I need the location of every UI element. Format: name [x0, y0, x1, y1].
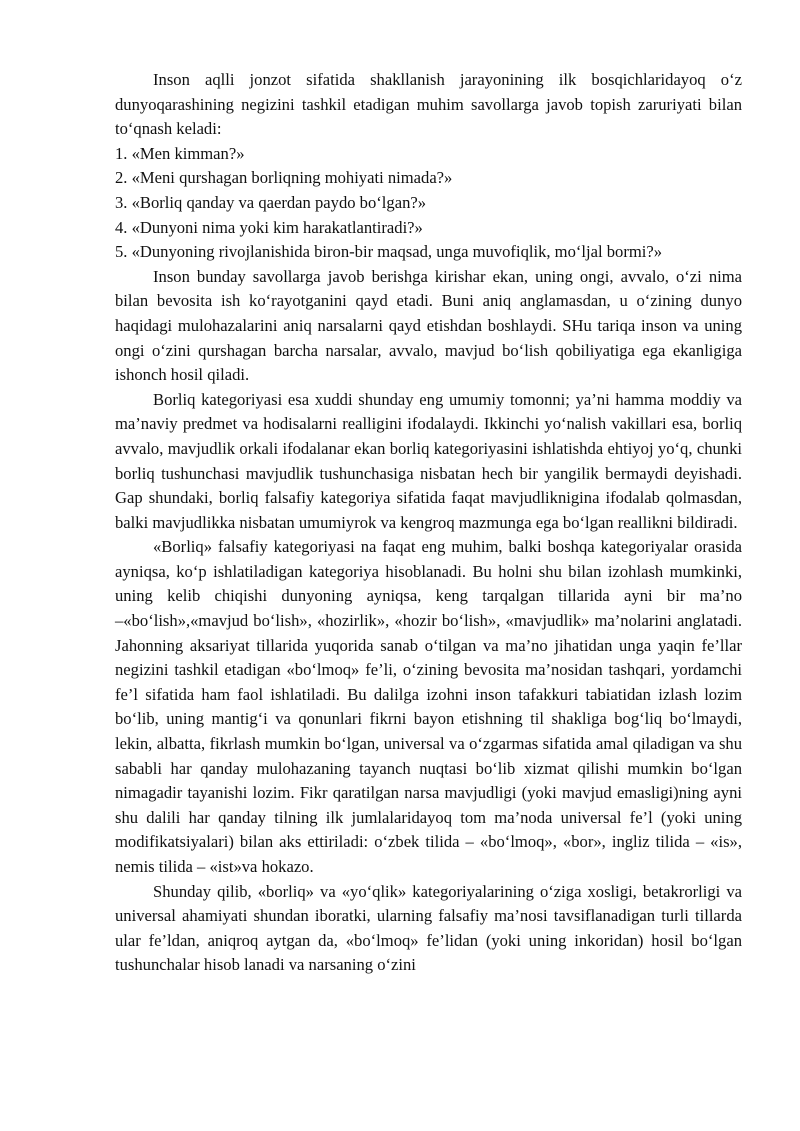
document-body — [115, 68, 742, 978]
body-paragraph: Inson bunday savollarga javob berishga kirishar ekan, uning ongi, avvalo, o‘zi nima bilan bevosita ish ko‘rayotganini qayd etadi. Buni aniq anglamasdan, u o‘zining dunyo haqidagi mulohazalarini aniq narsalarni qayd etishdan boshlaydi. SHu tariqa inson va uning ongi o‘zini qurshagan barcha narsalar, avvalo, mavjud bo‘lish qobiliyatiga ega ekanligiga ishonch hosil qiladi. — [115, 266, 742, 385]
intro-paragraph: Inson aqlli jonzot sifatida shakllanish jarayonining ilk bosqichlaridayoq o‘z dunyoqarashining negizini tashkil etadigan muhim savollarga javob topish zaruriyati bilan to‘qnash keladi: — [115, 70, 742, 139]
list-item: 3. «Borliq qanday va qaerdan paydo bo‘lgan?» — [115, 192, 427, 212]
body-paragraph: Shunday qilib, «borliq» va «yo‘qlik» kategoriyalarining o‘ziga xosligi, betakrorligi va universal ahamiyati shundan iboratki, ularning falsafiy ma’nosi tavsiflanadigan turli tillarda ular fe’ldan, aniqroq aytgan da, «bo‘lmoq» fe’lidan (yoki uning inkoridan) hosil bo‘lgan tushunchalar hisob lanadi va narsaning o‘zini — [115, 881, 742, 975]
list-item: 1. «Men kimman?» — [115, 143, 245, 163]
question-list — [115, 142, 742, 265]
body-paragraph: Borliq kategoriyasi esa xuddi shunday eng umumiy tomonni; ya’ni hamma moddiy va ma’naviy predmet va hodisalarni realligini ifodalaydi. Ikkinchi yo‘nalish vakillari esa, borliq avvalo, mavjudlik orkali ifodalanar ekan borliq kategoriyasini ishlatishda ehtiyoj yo‘q, chunki borliq tushunchasi mavjudlik tushunchasiga nisbatan hech bir yangilik bermaydi deyishadi. Gap shundaki, borliq falsafiy kategoriya sifatida faqat mavjudliknigina ifodalab qolmasdan, balki mavjudlikka nisbatan umumiyrok va kengroq mazmunga ega bo‘lgan reallikni bildiradi. — [115, 389, 742, 532]
list-item: 5. «Dunyoning rivojlanishida biron-bir maqsad, unga muvofiqlik, mo‘ljal bormi?» — [115, 242, 663, 262]
body-paragraph: «Borliq» falsafiy kategoriyasi na faqat eng muhim, balki boshqa kategoriyalar orasida ayniqsa, ko‘p ishlatiladigan kategoriya hisoblanadi. Bu holni shu bilan izohlash mumkinki, uning kelib chiqishi dunyoning ayniqsa, keng tarqalgan tillarida ayni bir ma’no –«bo‘lish»,«mavjud bo‘lish», «hozirlik», «hozir bo‘lish», «mavjudlik» ma’nolarini anglatadi. Jahonning aksariyat tillarida yuqorida sanab o‘tilgan va ma’no jihatidan unga yaqin fe’llar negizini tashkil etadigan «bo‘lmoq» fe’li, o‘zining bevosita ma’nosidan tashqari, yordamchi fe’l sifatida ham faol ishlatiladi. Bu dalilga izohni inson tafakkuri tabiatidan izlash lozim bo‘lib, uning mantig‘i va qonunlari fikrni bayon etishning til shakliga bog‘liq bo‘lmaydi, lekin, albatta, fikrlash mumkin bo‘lgan, universal va o‘zgarmas sifatida amal qiladigan va shu sababli har qanday mulohazaning tayanch nuqtasi bo‘lib xizmat qilishi mumkin bo‘lgan nimagadir tayanishi lozim. Fikr qaratilgan narsa mavjudligi (yoki mavjud emasligi)ning ayni shu dalili har qanday tilning ilk jumlalaridayoq tom ma’noda universal fe’l (yoki uning modifikatsiyalari) bilan aks ettiriladi: o‘zbek tilida – «bo‘lmoq», «bor», ingliz tilida – «is», nemis tilida – «ist»va hokazo. — [115, 537, 742, 876]
list-item: 4. «Dunyoni nima yoki kim harakatlantiradi?» — [115, 217, 423, 237]
list-item: 2. «Meni qurshagan borliqning mohiyati nimada?» — [115, 168, 453, 188]
